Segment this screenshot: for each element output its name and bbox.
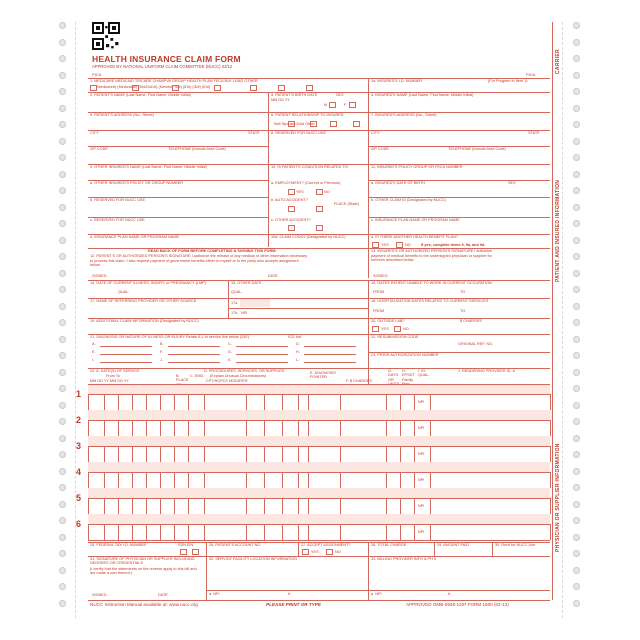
diagnosis-letter: G. <box>228 350 233 354</box>
label-3-sex: SEX <box>336 93 344 97</box>
label-24h: H. EPSDT Family <box>402 369 415 382</box>
label-zip: ZIP CODE <box>90 147 108 151</box>
label-6: 6. PATIENT RELATIONSHIP TO INSURED <box>271 113 344 117</box>
tractor-hole <box>573 270 580 277</box>
tractor-hole <box>59 138 66 145</box>
label-telephone: TELEPHONE (Include Area Code) <box>168 147 226 151</box>
checkbox-other-rel[interactable] <box>353 121 360 127</box>
tractor-hole <box>573 600 580 607</box>
tractor-hole <box>59 286 66 293</box>
label-24d-cpt: CPT/HCPCS MODIFIER <box>206 379 248 383</box>
tractor-hole <box>59 55 66 62</box>
tractor-hole <box>573 253 580 260</box>
label-11c: c. INSURANCE PLAN NAME OR PROGRAM NAME <box>371 218 460 222</box>
label-26: 26. PATIENT'S ACCOUNT NO. <box>209 543 262 547</box>
tractor-hole <box>573 237 580 244</box>
tractor-hole <box>59 303 66 310</box>
tractor-hole <box>59 484 66 491</box>
label-4: 4. INSURED'S NAME (Last Name, First Name, Middle Initial) <box>371 93 474 97</box>
label-3-f: F <box>344 103 347 107</box>
label-25-ssn-ein: SSN EIN <box>178 543 194 547</box>
tractor-hole <box>59 550 66 557</box>
label-11d-yes: YES <box>381 243 389 247</box>
service-line-number: 4 <box>76 467 82 477</box>
diagnosis-field[interactable] <box>236 362 288 363</box>
label-10a-yes: YES <box>296 190 304 194</box>
tractor-hole <box>59 517 66 524</box>
tractor-hole <box>573 402 580 409</box>
tractor-hole <box>59 501 66 508</box>
tractor-hole <box>59 402 66 409</box>
tractor-hole <box>573 418 580 425</box>
tractor-hole <box>573 22 580 29</box>
label-31b: (I certify that the statements on the reverse apply to this bill and are made a part thereof.) <box>90 567 197 576</box>
claim-form <box>76 22 561 610</box>
label-13: 13. INSURED'S OR AUTHORIZED PERSON'S SIGNATURE I authorize <box>371 249 493 253</box>
tractor-hole <box>573 105 580 112</box>
service-line-npi: NPI <box>418 504 425 508</box>
qr-code-icon <box>92 22 120 50</box>
tractor-hole <box>59 237 66 244</box>
label-24d: D. PROCEDURES, SERVICES, OR SUPPLIES <box>204 369 285 373</box>
tractor-hole <box>573 468 580 475</box>
label-19: 19. ADDITIONAL CLAIM INFORMATION (Designated by NUCC) <box>90 319 199 323</box>
tractor-hole <box>573 55 580 62</box>
label-24j: J. RENDERING PROVIDER ID. # <box>458 369 515 373</box>
label-telephone-insured: TELEPHONE (Include Area Code) <box>448 147 506 151</box>
label-31: 31. SIGNATURE OF PHYSICIAN OR SUPPLIER INCLUDING DEGREES OR CREDENTIALS <box>90 557 195 566</box>
tractor-hole <box>59 121 66 128</box>
tractor-hole <box>573 336 580 343</box>
label-11a-sex: SEX <box>508 181 516 185</box>
checkbox-self[interactable] <box>288 121 295 127</box>
label-24b: B. PLACE <box>176 374 189 383</box>
tractor-hole <box>573 121 580 128</box>
diagnosis-letter: K. <box>228 358 232 362</box>
diagnosis-letter: D. <box>296 342 300 346</box>
tractor-hole <box>59 171 66 178</box>
diagnosis-field[interactable] <box>304 346 356 347</box>
diagnosis-field[interactable] <box>168 346 220 347</box>
pica-left: PICA <box>92 72 102 77</box>
footer-print: PLEASE PRINT OR TYPE <box>266 602 321 607</box>
service-line-row[interactable] <box>88 420 550 436</box>
label-23: 23. PRIOR AUTHORIZATION NUMBER <box>371 353 439 357</box>
label-33a: a. NPI <box>371 592 382 596</box>
tractor-hole <box>573 583 580 590</box>
service-line-npi: NPI <box>418 530 425 534</box>
label-27-no: NO <box>335 550 341 554</box>
tractor-hole <box>573 369 580 376</box>
label-24f: F. $ CHARGES <box>346 379 372 383</box>
label-28: 28. TOTAL CHARGE <box>371 543 407 547</box>
label-2: 2. PATIENT'S NAME (Last Name, First Name, Middle Initial) <box>90 93 191 97</box>
label-18: 18. HOSPITALIZATION DATES RELATED TO CURRENT SERVICES <box>371 299 489 303</box>
pica-right: PICA <box>526 72 536 77</box>
checkbox-lab-no[interactable] <box>394 326 401 332</box>
tractor-hole <box>59 220 66 227</box>
label-10a: a. EMPLOYMENT? (Current or Previous) <box>271 181 341 185</box>
checkbox-auto-no[interactable] <box>316 206 323 212</box>
label-9d: d. INSURANCE PLAN NAME OR PROGRAM NAME <box>90 235 180 239</box>
footer-approved: APPROVED OMB-0938-1197 FORM 1500 (02-12) <box>406 602 509 607</box>
label-place-state: PLACE (State) <box>334 202 359 206</box>
tractor-hole <box>59 39 66 46</box>
checkbox-ssn[interactable] <box>180 549 187 555</box>
label-1-sub: (Medicare#) (Medicaid#) (ID#/DoD#) (Member ID#) (ID#) (ID#) (ID#) <box>96 85 211 89</box>
service-line-number: 6 <box>76 519 82 529</box>
checkbox-employment-yes[interactable] <box>288 189 295 195</box>
checkbox-other-accident-no[interactable] <box>316 225 323 231</box>
label-17a: 17a. <box>231 301 239 305</box>
label-20: 20. OUTSIDE LAB? <box>371 319 405 323</box>
service-line-row[interactable] <box>88 524 550 540</box>
label-24e: E. DIAGNOSIS POINTER <box>310 371 336 380</box>
label-32b: b. <box>288 592 292 596</box>
label-5: 5. PATIENT'S ADDRESS (No., Street) <box>90 113 154 117</box>
label-city-insured: CITY <box>371 131 380 135</box>
label-3: 3. PATIENT'S BIRTH DATE <box>271 93 318 97</box>
diagnosis-field[interactable] <box>304 354 356 355</box>
tractor-hole <box>573 88 580 95</box>
tractor-hole <box>59 336 66 343</box>
label-32: 32. SERVICE FACILITY LOCATION INFORMATION <box>209 557 297 561</box>
tractor-hole <box>59 72 66 79</box>
label-10d: 10d. CLAIM CODES (Designated by NUCC) <box>271 235 346 239</box>
label-18-from: FROM <box>373 309 385 313</box>
checkbox-champva[interactable] <box>214 85 221 91</box>
tractor-hole <box>59 88 66 95</box>
service-line-shaded <box>88 384 550 394</box>
label-20-charges: $ CHARGES <box>460 319 482 323</box>
label-24i: I. ID. QUAL. <box>418 369 430 378</box>
checkbox-ein[interactable] <box>192 549 199 555</box>
service-line-number: 2 <box>76 415 82 425</box>
label-17b-npi: NPI <box>241 311 248 315</box>
checkbox-tricare[interactable] <box>172 85 179 91</box>
diagnosis-field[interactable] <box>100 346 152 347</box>
label-3-m: M <box>324 103 328 107</box>
label-17b: 17b. <box>231 311 239 315</box>
label-city: CITY <box>90 131 99 135</box>
label-10c: c. OTHER ACCIDENT? <box>271 218 311 222</box>
checkbox-sex-m[interactable] <box>329 102 336 108</box>
label-12-date: DATE <box>268 274 278 278</box>
service-line-number: 3 <box>76 441 82 451</box>
tractor-hole <box>59 154 66 161</box>
diagnosis-field[interactable] <box>100 362 152 363</box>
tractor-hole <box>573 534 580 541</box>
checkbox-other-accident-yes[interactable] <box>288 225 295 231</box>
service-line-shaded <box>88 488 550 498</box>
tractor-hole <box>59 105 66 112</box>
label-6-options: Self Spouse Child Other <box>274 122 315 126</box>
tractor-hole <box>573 154 580 161</box>
diagnosis-field[interactable] <box>236 354 288 355</box>
checkbox-child[interactable] <box>330 121 337 127</box>
service-line-shaded <box>88 410 550 420</box>
checkbox-accept-no[interactable] <box>326 549 333 555</box>
side-carrier: CARRIER <box>555 49 561 74</box>
label-16-from: FROM <box>373 290 385 294</box>
service-line-npi: NPI <box>418 426 425 430</box>
form-title: HEALTH INSURANCE CLAIM FORM <box>92 54 241 64</box>
label-11b: b. OTHER CLAIM ID (Designated by NUCC) <box>371 198 446 202</box>
label-29: 29. AMOUNT PAID <box>437 543 470 547</box>
diagnosis-letter: F. <box>160 350 163 354</box>
tractor-hole <box>573 352 580 359</box>
label-11d: d. IS THERE ANOTHER HEALTH BENEFIT PLAN? <box>371 235 458 239</box>
label-13-signed: SIGNED <box>373 274 388 278</box>
label-31-date: DATE <box>158 593 168 597</box>
checkbox-group[interactable] <box>250 85 257 91</box>
label-16-to: TO <box>460 290 466 294</box>
label-12b: to process this claim. I also request payment of government benefits either to myself or to the party who accepts assignment <box>90 258 299 263</box>
tractor-hole <box>59 253 66 260</box>
label-13c: services described below. <box>371 258 415 262</box>
label-3-mmddyy: MM DD YY <box>271 98 290 102</box>
label-20-no: NO <box>403 327 409 331</box>
diagnosis-letter: H. <box>296 350 300 354</box>
label-read-back: READ BACK OF FORM BEFORE COMPLETING & SIGNING THIS FORM. <box>148 249 277 253</box>
tractor-hole <box>59 319 66 326</box>
tractor-hole <box>59 352 66 359</box>
label-33: 33. BILLING PROVIDER INFO & PH # <box>371 557 436 561</box>
tractor-hole <box>59 435 66 442</box>
label-8: 8. RESERVED FOR NUCC USE <box>271 131 326 135</box>
label-10a-no: NO <box>324 190 330 194</box>
label-24c: C. EMG <box>190 374 204 378</box>
label-24a: 24. A. DATE(S) OF SERVICE <box>90 369 140 373</box>
service-line-shaded <box>88 514 550 524</box>
diagnosis-letter: J. <box>160 358 163 362</box>
tractor-hole <box>59 567 66 574</box>
label-25: 25. FEDERAL TAX I.D. NUMBER <box>90 543 147 547</box>
side-physician-supplier: PHYSICIAN OR SUPPLIER INFORMATION <box>555 443 561 552</box>
tractor-hole <box>59 600 66 607</box>
label-27-yes: YES <box>311 550 319 554</box>
tractor-hole <box>573 171 580 178</box>
checkbox-other[interactable] <box>306 85 313 91</box>
diagnosis-field[interactable] <box>100 354 152 355</box>
label-11d-no: NO <box>405 243 411 247</box>
checkbox-employment-no[interactable] <box>316 189 323 195</box>
service-line-row[interactable] <box>88 498 550 514</box>
footer-instruction: NUCC Instruction Manual available at: www.nucc.org <box>90 602 198 607</box>
tractor-hole <box>573 187 580 194</box>
label-state: STATE <box>248 131 260 135</box>
tractor-hole <box>59 451 66 458</box>
tractor-hole <box>59 369 66 376</box>
tractor-hole <box>59 22 66 29</box>
diagnosis-field[interactable] <box>304 362 356 363</box>
service-line-shaded <box>88 436 550 446</box>
diagnosis-field[interactable] <box>236 346 288 347</box>
label-7: 7. INSURED'S ADDRESS (No., Street) <box>371 113 437 117</box>
label-9a: a. OTHER INSURED'S POLICY OR GROUP NUMBER <box>90 181 183 185</box>
service-line-npi: NPI <box>418 452 425 456</box>
label-zip-insured: ZIP CODE <box>371 147 389 151</box>
label-10b: b. AUTO ACCIDENT? <box>271 198 308 202</box>
checkbox-feca[interactable] <box>278 85 285 91</box>
tractor-hole <box>59 534 66 541</box>
diagnosis-letter: C. <box>228 342 232 346</box>
tractor-hole <box>573 501 580 508</box>
tractor-feed-left <box>58 22 68 618</box>
label-11: 11. INSURED'S POLICY GROUP OR FECA NUMBER <box>371 165 463 169</box>
label-24g: G. DAYS OR <box>388 369 399 382</box>
perforation-right <box>562 22 563 618</box>
diagnosis-letter: L. <box>296 358 300 362</box>
tractor-hole <box>573 451 580 458</box>
service-line-row[interactable] <box>88 446 550 462</box>
tractor-hole <box>573 39 580 46</box>
tractor-hole <box>573 286 580 293</box>
checkbox-sex-f[interactable] <box>349 102 356 108</box>
checkbox-spouse[interactable] <box>310 121 317 127</box>
diagnosis-letter: B. <box>160 342 164 346</box>
label-1-medicare: 1. MEDICARE MEDICAID TRICARE CHAMPVA GROUP HEALTH PLAN FECA BLK LUNG OTHER <box>90 79 258 83</box>
diagnosis-letter: A. <box>92 342 96 346</box>
diagnosis-letter: E. <box>92 350 96 354</box>
label-11d-ifyes: If yes, complete items 9, 9a, and 9d. <box>421 243 486 247</box>
tractor-hole <box>59 385 66 392</box>
tractor-hole <box>573 204 580 211</box>
checkbox-medicare[interactable] <box>90 85 97 91</box>
tractor-hole <box>573 517 580 524</box>
label-22-original: ORIGINAL REF. NO. <box>458 342 494 346</box>
tractor-hole <box>59 468 66 475</box>
label-24a-mm: MM DD YY MM DD YY <box>90 379 129 383</box>
diagnosis-field[interactable] <box>168 362 220 363</box>
approved-by: APPROVED BY NATIONAL UNIFORM CLAIM COMMITTEE (NUCC) 02/12 <box>92 64 233 69</box>
service-line-row[interactable] <box>88 472 550 488</box>
service-line-row[interactable] <box>88 394 550 410</box>
checkbox-accept-yes[interactable] <box>302 549 309 555</box>
label-1a: 1a. INSURED'S I.D. NUMBER <box>371 79 423 83</box>
label-11a: a. INSURED'S DATE OF BIRTH <box>371 181 426 185</box>
label-18-to: TO <box>460 309 466 313</box>
tractor-hole <box>573 484 580 491</box>
service-line-npi: NPI <box>418 400 425 404</box>
tractor-hole <box>573 303 580 310</box>
tractor-hole <box>59 270 66 277</box>
tractor-hole <box>59 418 66 425</box>
label-27: 27. ACCEPT ASSIGNMENT? <box>301 543 351 547</box>
tractor-hole <box>573 385 580 392</box>
label-24d-sub: (Explain Unusual Circumstances) <box>210 374 267 378</box>
label-15: 15. OTHER DATE <box>231 281 262 285</box>
label-21: 21. DIAGNOSIS OR NATURE OF ILLNESS OR INJURY Relate A-L to service line below (24E) <box>90 335 250 339</box>
label-9c: c. RESERVED FOR NUCC USE <box>90 218 145 222</box>
side-patient-insured: PATIENT AND INSURED INFORMATION <box>555 179 561 282</box>
label-9b: b. RESERVED FOR NUCC USE <box>90 198 145 202</box>
label-12c: below. <box>90 263 101 267</box>
tractor-hole <box>59 204 66 211</box>
tractor-hole <box>573 567 580 574</box>
diagnosis-field[interactable] <box>168 354 220 355</box>
checkbox-auto-yes[interactable] <box>288 206 295 212</box>
label-9: 9. OTHER INSURED'S NAME (Last Name, First Name, Middle Initial) <box>90 165 207 169</box>
label-15-qual: QUAL. <box>231 290 243 294</box>
label-32a: a. NPI <box>209 592 220 596</box>
checkbox-lab-yes[interactable] <box>372 326 379 332</box>
label-21-icd: ICD Ind. <box>288 335 302 339</box>
label-24a-from: From To <box>106 374 120 378</box>
tractor-hole <box>59 583 66 590</box>
label-1a-note: (For Program in Item 1) <box>488 79 528 83</box>
tractor-hole <box>573 138 580 145</box>
label-10: 10. IS PATIENT'S CONDITION RELATED TO: <box>271 165 349 169</box>
service-line-npi: NPI <box>418 478 425 482</box>
service-line-shaded <box>88 462 550 472</box>
label-17: 17. NAME OF REFERRING PROVIDER OR OTHER SOURCE <box>90 299 197 303</box>
tractor-hole <box>573 319 580 326</box>
label-33b: b. <box>448 592 452 596</box>
label-14: 14. DATE OF CURRENT ILLNESS, INJURY, or PREGNANCY (LMP) <box>90 281 206 285</box>
tractor-hole <box>573 550 580 557</box>
tractor-hole <box>573 220 580 227</box>
service-line-number: 1 <box>76 389 82 399</box>
service-line-number: 5 <box>76 493 82 503</box>
label-12-signed: SIGNED <box>92 274 107 278</box>
diagnosis-letter: I. <box>92 358 95 362</box>
label-12: 12. PATIENT'S OR AUTHORIZED PERSON'S SIGNATURE I authorize the release of any medical or other information necessary <box>90 254 308 258</box>
label-14-qual: QUAL. <box>118 290 130 294</box>
tractor-hole <box>59 187 66 194</box>
checkbox-medicaid[interactable] <box>132 85 139 91</box>
label-20-yes: YES <box>381 327 389 331</box>
tractor-feed-right <box>572 22 582 618</box>
label-22: 22. RESUBMISSION CODE <box>371 335 419 339</box>
label-30: 30. Rsvd for NUCC Use <box>495 543 536 547</box>
tractor-hole <box>573 72 580 79</box>
tractor-hole <box>573 435 580 442</box>
label-13b: payment of medical benefits to the undersigned physician or supplier for <box>371 253 492 258</box>
label-31-signed: SIGNED <box>92 593 107 597</box>
label-16: 16. DATES PATIENT UNABLE TO WORK IN CURRENT OCCUPATION <box>371 281 492 285</box>
label-state-insured: STATE <box>528 131 540 135</box>
